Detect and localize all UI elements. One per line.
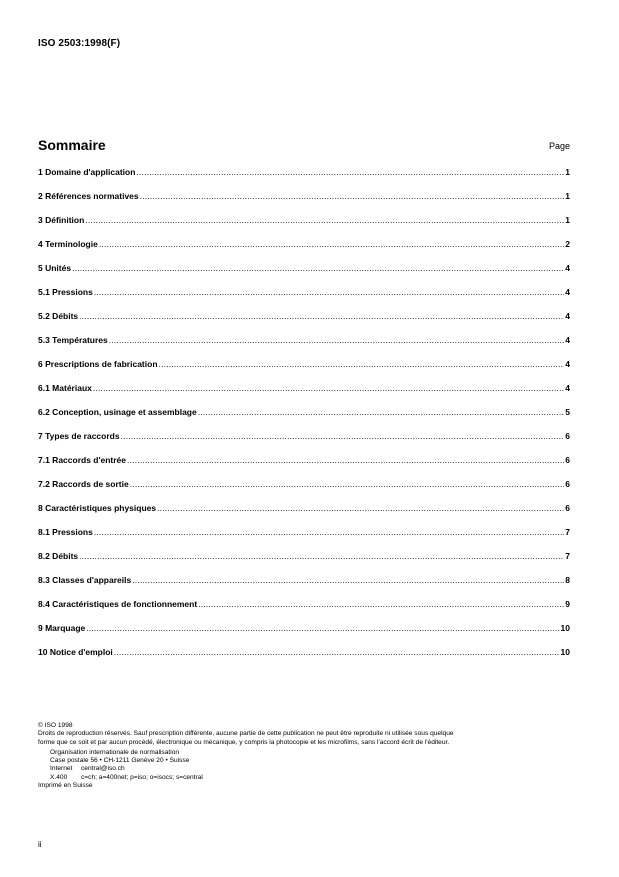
toc-entry[interactable] (38, 383, 570, 407)
toc-heading (38, 137, 570, 157)
toc-dot-leader (127, 455, 564, 465)
toc-dot-leader (86, 623, 559, 633)
rights-statement-line-2: forme que ce soit et par aucun procédé, électronique ou mécanique, y compris la photocopie et les microfilms, sans l'accord écrit de l'éditeur. (38, 738, 450, 746)
toc-entry-page: 9 (565, 599, 570, 609)
toc-entry-label: 1 Domaine d'application (38, 167, 136, 177)
toc-entry-label: 2 Références normatives (38, 191, 139, 201)
toc-entry[interactable] (38, 527, 570, 551)
toc-dot-leader (85, 215, 564, 225)
internet-contact (38, 765, 578, 773)
toc-entry-label: 5.1 Pressions (38, 287, 93, 297)
toc-entry-page: 7 (565, 551, 570, 561)
toc-entry[interactable] (38, 215, 570, 239)
toc-title: Sommaire (38, 137, 106, 153)
toc-dot-leader (79, 551, 564, 561)
toc-entry-page: 10 (560, 623, 570, 633)
organisation-name: Organisation internationale de normalisation (50, 748, 180, 756)
toc-entry-label: 6 Prescriptions de fabrication (38, 359, 158, 369)
toc-entry-page: 4 (565, 359, 570, 369)
x400-label: X.400 (50, 773, 68, 781)
toc-entry-label: 8.1 Pressions (38, 527, 93, 537)
toc-dot-leader (121, 431, 565, 441)
toc-entry-label: 10 Notice d'emploi (38, 647, 113, 657)
toc-entry[interactable] (38, 431, 570, 455)
toc-entry-label: 4 Terminologie (38, 239, 98, 249)
toc-entry-page: 5 (565, 407, 570, 417)
toc-entry[interactable] (38, 167, 570, 191)
toc-dot-leader (114, 647, 560, 657)
toc-entry-label: 3 Définition (38, 215, 85, 225)
x400-contact (38, 774, 578, 782)
toc-dot-leader (99, 239, 564, 249)
toc-entry-label: 7 Types de raccords (38, 431, 120, 441)
toc-entry-page: 1 (565, 215, 570, 225)
toc-entry-label: 5.3 Températures (38, 335, 108, 345)
toc-entry[interactable] (38, 335, 570, 359)
toc-entry[interactable] (38, 263, 570, 287)
toc-entry[interactable] (38, 551, 570, 575)
toc-entry-page: 6 (565, 431, 570, 441)
toc-dot-leader (94, 527, 564, 537)
toc-entry[interactable] (38, 287, 570, 311)
page-number: ii (38, 840, 42, 849)
internet-address[interactable]: central@iso.ch (81, 765, 125, 773)
toc-entry-label: 6.1 Matériaux (38, 383, 92, 393)
copyright-notice: © ISO 1998 (38, 722, 73, 729)
toc-entry-label: 9 Marquage (38, 623, 86, 633)
document-identifier: ISO 2503:1998(F) (38, 38, 121, 49)
toc-dot-leader (159, 359, 565, 369)
toc-entry-page: 1 (565, 191, 570, 201)
toc-entry-page: 4 (565, 287, 570, 297)
postal-address: Case postale 56 • CH-1211 Genève 20 • Suisse (50, 757, 190, 765)
toc-dot-leader (140, 191, 565, 201)
toc-entry-page: 7 (565, 527, 570, 537)
toc-entry[interactable] (38, 407, 570, 431)
toc-dot-leader (130, 479, 565, 489)
toc-entry-page: 6 (565, 479, 570, 489)
toc-entry-label: 5 Unités (38, 263, 72, 273)
toc-dot-leader (157, 503, 564, 513)
toc-entry[interactable] (38, 359, 570, 383)
rights-statement-line-1: Droits de reproduction réservés. Sauf prescription différente, aucune partie de cette publication ne peut être reproduite ni utilisée sous quelque (38, 730, 454, 738)
toc-entry-label: 6.2 Conception, usinage et assemblage (38, 407, 197, 417)
toc-entry-page: 10 (560, 647, 570, 657)
toc-dot-leader (136, 167, 564, 177)
toc-entry-page: 8 (565, 575, 570, 585)
toc-dot-leader (198, 407, 565, 417)
toc-entry[interactable] (38, 647, 570, 671)
internet-label: Internet (50, 765, 73, 773)
toc-entry-label: 8.4 Caractéristiques de fonctionnement (38, 599, 198, 609)
toc-entry[interactable] (38, 455, 570, 479)
toc-entry-page: 2 (565, 239, 570, 249)
printed-in: Imprimé en Suisse (38, 782, 93, 790)
toc-dot-leader (72, 263, 564, 273)
toc-entry-label: 8 Caractéristiques physiques (38, 503, 157, 513)
toc-entry[interactable] (38, 599, 570, 623)
toc-entry-page: 1 (565, 167, 570, 177)
toc-entry[interactable] (38, 575, 570, 599)
toc-entry-page: 4 (565, 383, 570, 393)
toc-entry-label: 7.2 Raccords de sortie (38, 479, 129, 489)
toc-dot-leader (198, 599, 564, 609)
toc-dot-leader (132, 575, 564, 585)
toc-entry[interactable] (38, 311, 570, 335)
toc-dot-leader (93, 383, 564, 393)
copyright-block (38, 722, 578, 790)
toc-entry-page: 4 (565, 311, 570, 321)
toc-entry-page: 6 (565, 503, 570, 513)
toc-entry-label: 5.2 Débits (38, 311, 79, 321)
toc-dot-leader (109, 335, 565, 345)
toc-entry[interactable] (38, 503, 570, 527)
toc-page-column-label: Page (548, 141, 570, 151)
toc-entry-page: 6 (565, 455, 570, 465)
toc-entry-label: 8.2 Débits (38, 551, 79, 561)
toc-dot-leader (79, 311, 564, 321)
toc-entry-label: 7.1 Raccords d'entrée (38, 455, 127, 465)
toc-entry[interactable] (38, 479, 570, 503)
toc-entry-page: 4 (565, 335, 570, 345)
toc-entry[interactable] (38, 191, 570, 215)
toc-entry-label: 8.3 Classes d'appareils (38, 575, 132, 585)
x400-address: c=ch; a=400net; p=iso; o=isocs; s=central (81, 773, 203, 781)
toc-entry[interactable] (38, 623, 570, 647)
toc-dot-leader (94, 287, 564, 297)
toc-entry[interactable] (38, 239, 570, 263)
toc-list (38, 167, 570, 671)
toc-entry-page: 4 (565, 263, 570, 273)
